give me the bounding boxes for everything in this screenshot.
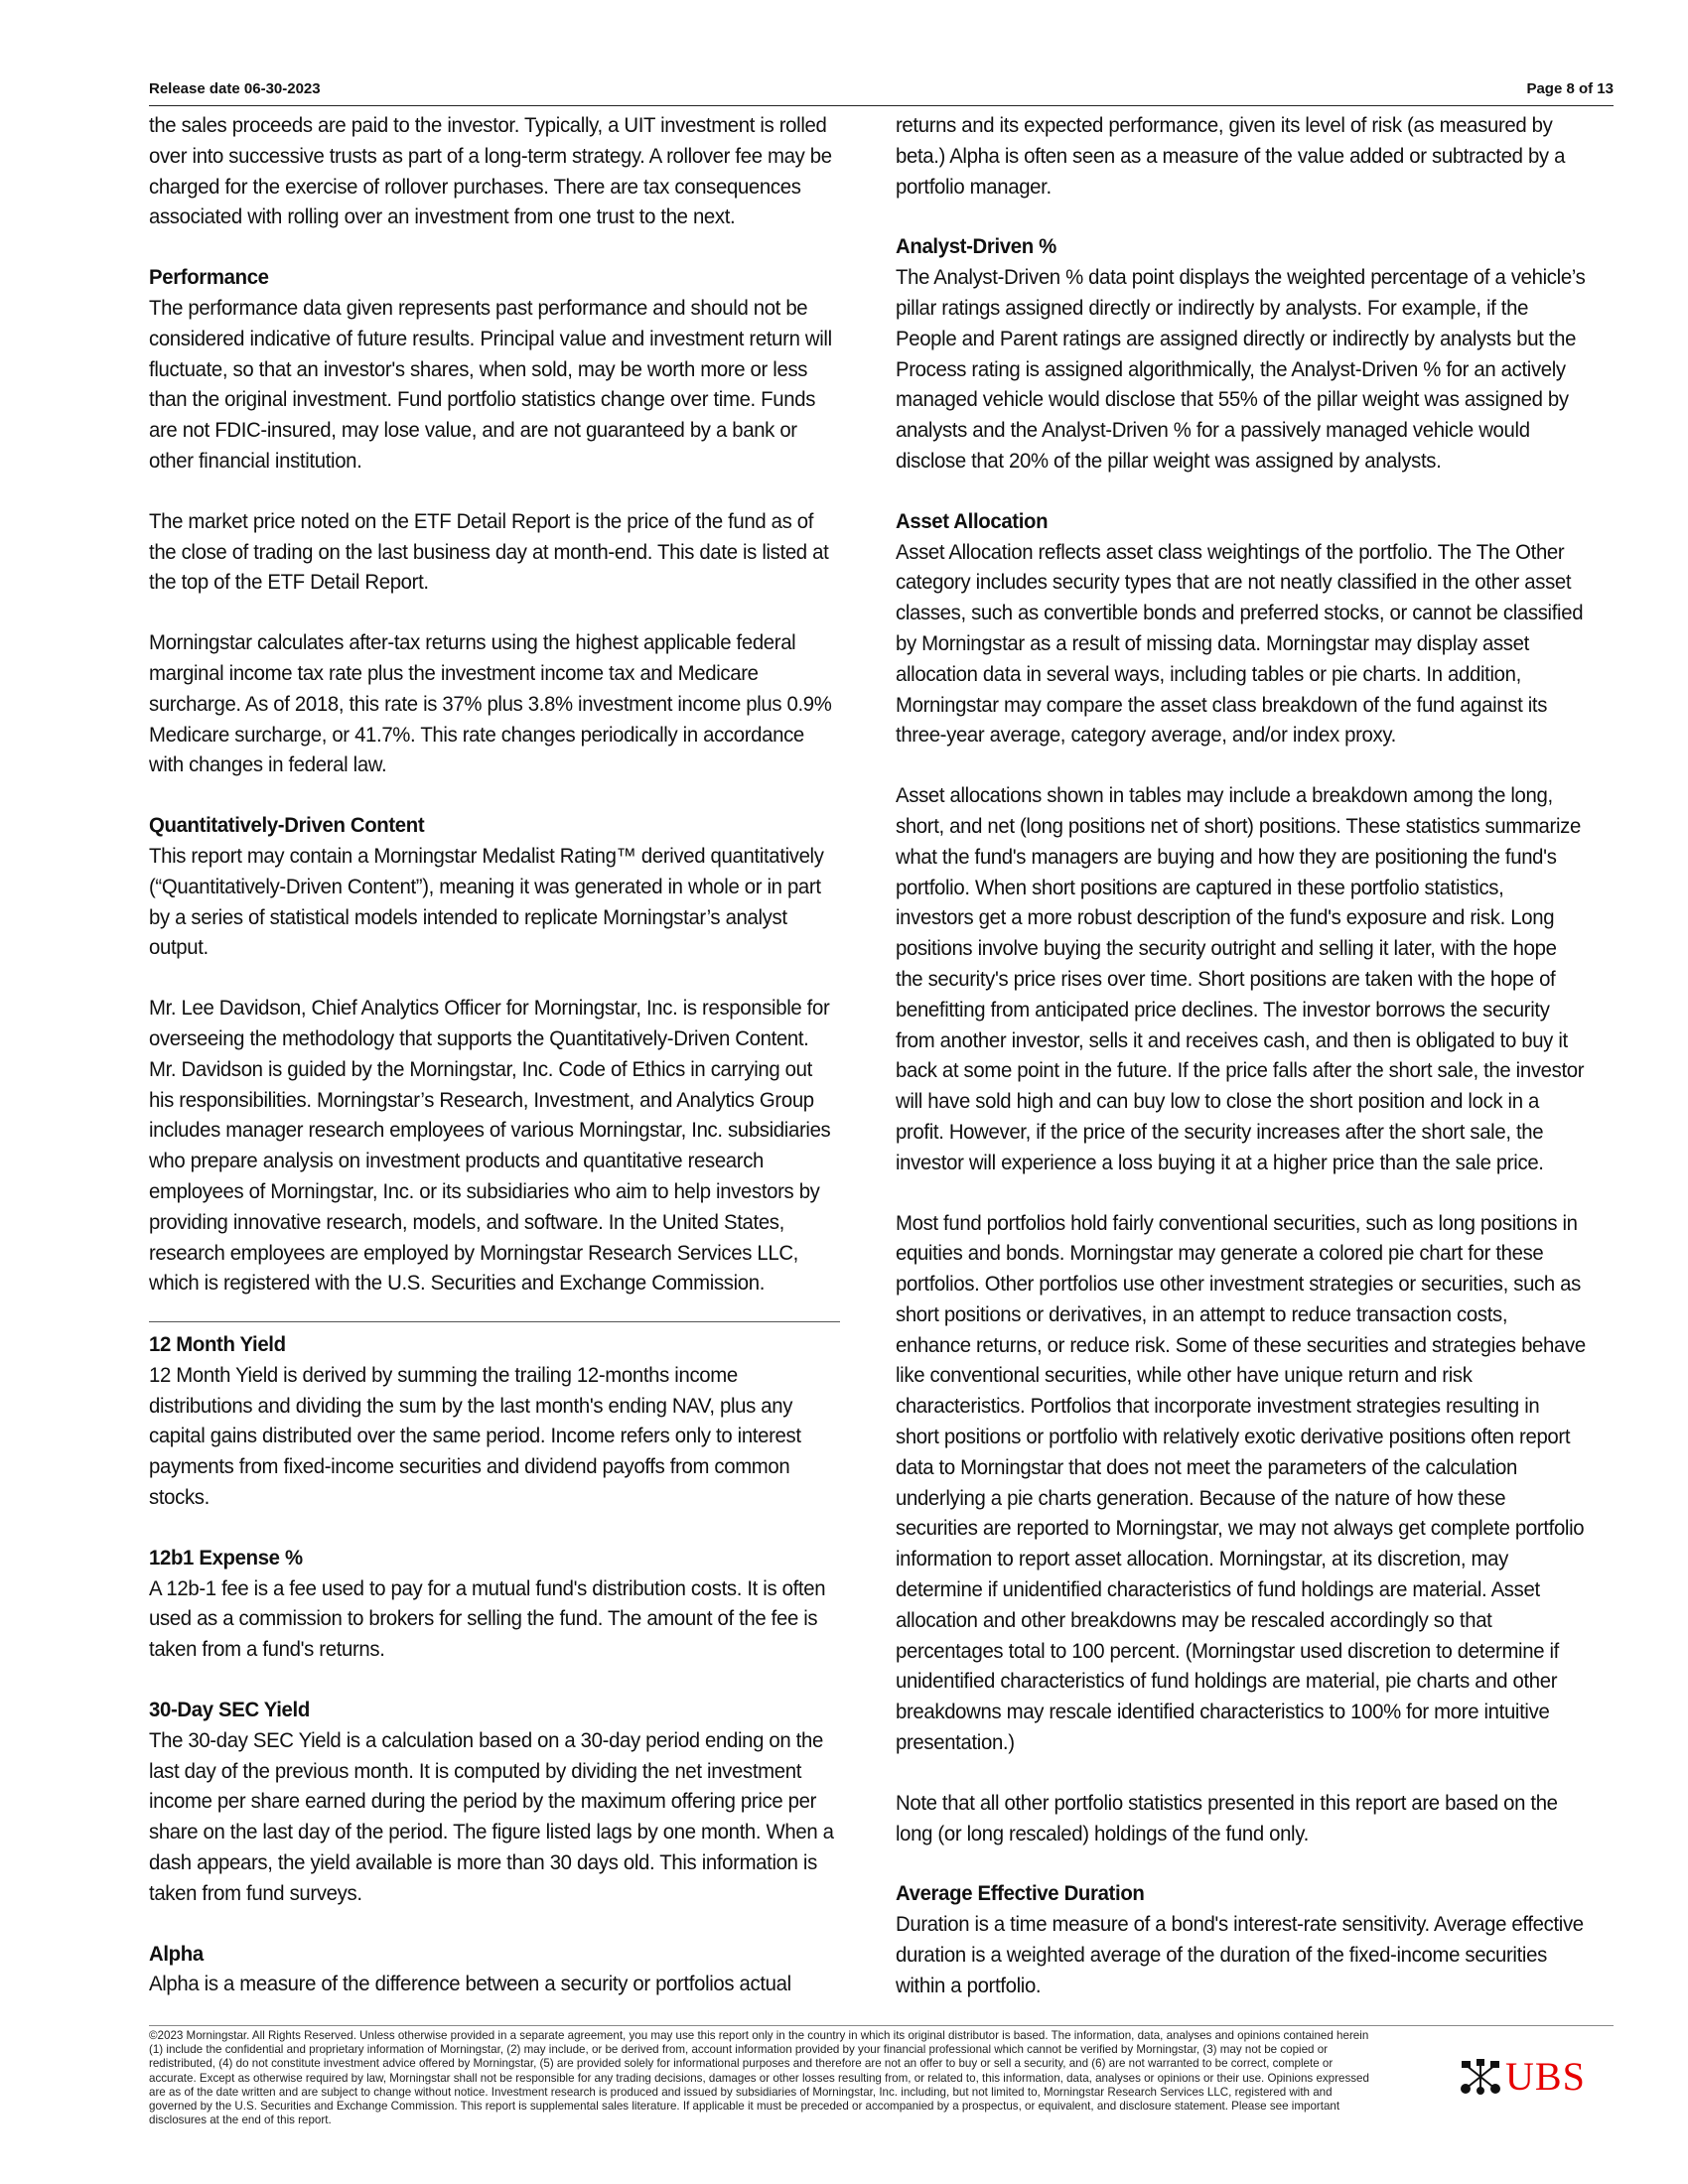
intro-paragraph: the sales proceeds are paid to the investor. Typically, a UIT investment is rolled over into successive trusts as part of a long-term strategy. A rollover fee may be charged for the exercise of rollover purchases. There are tax consequences associated with rolling over an investment from one trust to the next.: [149, 114, 832, 229]
market-price-paragraph: The market price noted on the ETF Detail Report is the price of the fund as of the close of trading on the last business day at month-end. This date is listed at the top of the ETF Detail Report.: [149, 509, 829, 595]
performance-paragraph: The performance data given represents past performance and should not be considered indicative of future results. Principal value and investment return will fluctuate, so that an investor's shares, when sold, may be worth more or less than the original investment. Fund portfolio statistics change over time. Funds are not FDIC-insured, may lose value, and are not guaranteed by a bank or other financial institution.: [149, 296, 832, 473]
sec-yield-paragraph: The 30-day SEC Yield is a calculation based on a 30-day period ending on the last day of the previous month. It is computed by dividing the net investment income per share earned during the period by the maximum offering price per share on the last day of the period. The figure listed lags by one month. When a dash appears, the yield available is more than 30 days old. This information is taken from fund surveys.: [149, 1728, 834, 1905]
duration-heading: Average Effective Duration: [896, 1882, 1145, 1906]
yield12-heading: 12 Month Yield: [149, 1333, 286, 1357]
long-short-paragraph: Asset allocations shown in tables may include a breakdown among the long, short, and net (long positions net of short) positions. These statistics summarize what the fund's managers are buying and how they are positioning the fund's portfolio. When short positions are captured in these portfolio statistics, investors get a more robust description of the fund's exposure and risk. Long positions involve buying the security outright and selling it later, with the hope the security's price rises over time. Short positions are taken with the hope of benefitting from anticipated price declines. The investor borrows the security from another investor, sells it and receives cash, and then is obligated to buy it back at some point in the future. If the price falls after the short sale, the investor will have sold high and can buy low to close the short position and lock in a profit. However, if the price of the security increases after the short sale, the investor will experience a loss buying it at a higher price than the sale price.: [896, 784, 1585, 1174]
footer-divider: [149, 2025, 1614, 2026]
quant-paragraph: This report may contain a Morningstar Medalist Rating™ derived quantitatively (“Quantitatively-Driven Content”), meaning it was generated in whole or in part by a series of statistical models intended to replicate Morningstar’s analyst output.: [149, 844, 824, 960]
after-tax-paragraph: Morningstar calculates after-tax returns using the highest applicable federal marginal income tax rate plus the investment income tax and Medicare surcharge. As of 2018, this rate is 37% plus 3.8% investment income plus 0.9% Medicare surcharge, or 41.7%. This rate changes periodically in accordance with changes in federal law.: [149, 631, 832, 777]
quant-heading: Quantitatively-Driven Content: [149, 814, 425, 838]
sec-yield-heading: 30-Day SEC Yield: [149, 1699, 310, 1722]
footer-disclaimer: ©2023 Morningstar. All Rights Reserved. Unless otherwise provided in a separate agreement, you may use this report only in the country in which its original distributor is based. The information, data, analyses and opinions contained herein (1) include the confidential and proprietary information of Morningstar, (2) may include, or be derived from, account information provided by your financial professional which cannot be verified by Morningstar, (3) may not be copied or redistributed, (4) do not constitute investment advice offered by Morningstar, (5) are provided solely for informational purposes and therefore are not an offer to buy or sell a security, and (6) are not warranted to be correct, complete or accurate. Except as otherwise required by law, Morningstar shall not be responsible for any trading decisions, damages or other losses resulting from, or related to, this information, data, analyses or opinions or their use. Opinions expressed are as of the date written and are subject to change without notice. Investment research is produced and issued by subsidiaries of Morningstar, Inc. including, but not limited to, Morningstar Research Services LLC, registered with and governed by the U.S. Securities and Exchange Commission. This report is supplemental sales literature. If applicable it must be preceded or accompanied by a prospectus, or equivalent, and disclosure statement. Please see important disclosures at the end of this report.: [149, 2029, 1369, 2127]
ubs-logo-text: UBS: [1505, 2054, 1586, 2099]
alpha-continued-paragraph: returns and its expected performance, given its level of risk (as measured by beta.) Alpha is often seen as a measure of the value added or subtracted by a portfolio manager.: [896, 114, 1566, 199]
analyst-driven-paragraph: The Analyst-Driven % data point displays the weighted percentage of a vehicle’s pillar ratings assigned directly or indirectly by analysts. For example, if the People and Parent ratings are assigned directly or indirectly by analysts but the Process rating is assigned algorithmically, the Analyst-Driven % for an actively managed vehicle would disclose that 55% of the pillar weight was assigned by analysts and the Analyst-Driven % for a passively managed vehicle would disclose that 20% of the pillar weight was assigned by analysts.: [896, 266, 1586, 473]
analyst-driven-section: [896, 232, 1587, 477]
conventional-securities-paragraph: Most fund portfolios hold fairly conventional securities, such as long positions in equities and bonds. Morningstar may generate a colored pie chart for these portfolios. Other portfolios use other investment strategies or securities, such as short positions or derivatives, in an attempt to reduce transaction costs, enhance returns, or reduce risk. Some of these securities and strategies behave like conventional securities, while other have unique return and risk characteristics. Portfolios that incorporate investment strategies resulting in short positions or portfolio with relatively exotic derivative positions often report data to Morningstar that does not meet the parameters of the calculation underlying a pie charts generation. Because of the nature of how these securities are reported to Morningstar, we may not always get complete portfolio information to report asset allocation. Morningstar, at its discretion, may determine if unidentified characteristics of fund holdings are material. Asset allocation and other breakdowns may be rescaled accordingly so that percentages total to 100 percent. (Morningstar used discretion to determine if unidentified characteristics of fund holdings are material, pie charts and other breakdowns may rescale identified characteristics to 100% for more intuitive presentation.): [896, 1211, 1586, 1755]
asset-allocation-heading: Asset Allocation: [896, 509, 1049, 533]
ubs-logo: [1460, 2053, 1609, 2103]
asset-allocation-section: [896, 507, 1587, 751]
quant-section: [149, 811, 840, 964]
ubs-keys-icon: [1460, 2059, 1501, 2095]
expense-heading: 12b1 Expense %: [149, 1546, 303, 1570]
performance-heading: Performance: [149, 266, 269, 290]
duration-section: [896, 1879, 1587, 2001]
davidson-paragraph: Mr. Lee Davidson, Chief Analytics Officer for Morningstar, Inc. is responsible for overseeing the methodology that supports the Quantitatively-Driven Content. Mr. Davidson is guided by the Morningstar, Inc. Code of Ethics in carrying out his responsibilities. Morningstar’s Research, Investment, and Analytics Group includes manager research employees of various Morningstar, Inc. subsidiaries who prepare analysis on investment products and quantitative research employees of Morningstar, Inc. or its subsidiaries who aim to help investors by providing innovative research, models, and software. In the United States, research employees are employed by Morningstar Research Services LLC, which is registered with the U.S. Securities and Exchange Commission.: [149, 997, 831, 1296]
long-holdings-note: Note that all other portfolio statistics presented in this report are based on the long (or long rescaled) holdings of the fund only.: [896, 1791, 1558, 1845]
release-date: Release date 06-30-2023: [149, 80, 321, 97]
duration-paragraph: Duration is a time measure of a bond's interest-rate sensitivity. Average effective duration is a weighted average of the duration of the fixed-income securities within a portfolio.: [896, 1913, 1584, 1997]
right-column: [896, 111, 1587, 2032]
yield12-section: [149, 1330, 840, 1514]
yield12-paragraph: 12 Month Yield is derived by summing the trailing 12-months income distributions and dividing the sum by the last month's ending NAV, plus any capital gains distributed over the same period. Income refers only to interest payments from fixed-income securities and dividend payoffs from common stocks.: [149, 1363, 801, 1510]
analyst-driven-heading: Analyst-Driven %: [896, 235, 1056, 259]
page-number: Page 8 of 13: [1526, 80, 1614, 97]
page-header: [149, 75, 1614, 106]
left-column: [149, 111, 840, 2030]
expense-paragraph: A 12b-1 fee is a fee used to pay for a mutual fund's distribution costs. It is often used as a commission to brokers for selling the fund. The amount of the fee is taken from a fund's returns.: [149, 1576, 826, 1662]
section-divider: [149, 1321, 840, 1322]
alpha-paragraph: Alpha is a measure of the difference between a security or portfolios actual: [149, 1973, 791, 1996]
sec-yield-section: [149, 1696, 840, 1910]
alpha-heading: Alpha: [149, 1942, 204, 1966]
performance-section: [149, 263, 840, 478]
alpha-section: [149, 1940, 840, 2001]
asset-allocation-paragraph: Asset Allocation reflects asset class weightings of the portfolio. The The Other category includes security types that are not neatly classified in the other asset classes, such as convertible bonds and preferred stocks, or cannot be classified by Morningstar as a result of missing data. Morningstar may display asset allocation data in several ways, including tables or pie charts. In addition, Morningstar may compare the asset class breakdown of the fund against its three-year average, category average, and/or index proxy.: [896, 540, 1584, 748]
expense-section: [149, 1544, 840, 1666]
